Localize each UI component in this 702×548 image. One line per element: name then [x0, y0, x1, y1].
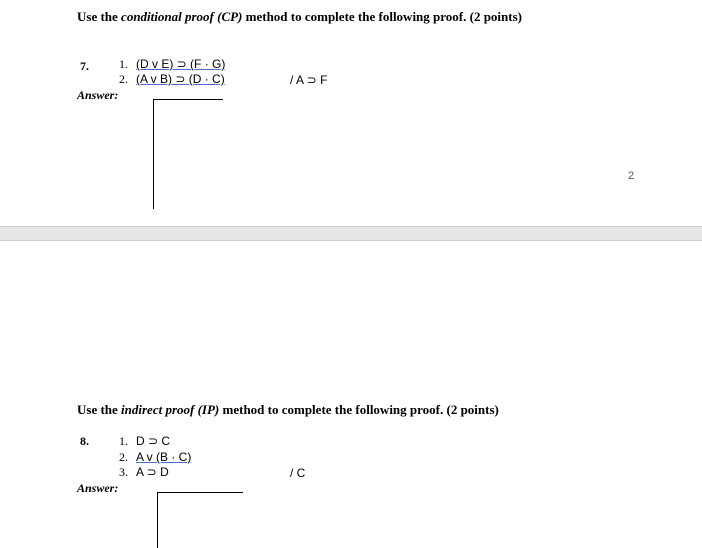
- q8-premise-1: 1. D ⊃ C: [119, 434, 171, 448]
- page-1: [0, 0, 702, 226]
- q8-number: 8.: [80, 434, 89, 448]
- q8-answer-top-line: [157, 492, 243, 493]
- q7-number: 7.: [80, 59, 89, 73]
- q7-answer-label: Answer:: [77, 88, 119, 102]
- q7-answer-top-line: [153, 99, 223, 100]
- q8-premise-2: 2. A v (B · C): [119, 450, 192, 464]
- page-break: [0, 226, 702, 241]
- q7-answer-left-line: [153, 99, 154, 209]
- q7-premise-1: 1. (D v E) ⊃ (F · G): [119, 57, 226, 71]
- q7-conclusion: / A ⊃ F: [290, 73, 328, 87]
- q7-premise-2: 2. (A v B) ⊃ (D · C): [119, 72, 225, 86]
- q8-answer-left-line: [157, 492, 158, 548]
- q8-instruction: Use the indirect proof (IP) method to complete the following proof. (2 points): [77, 402, 499, 417]
- q8-premise-3: 3. A ⊃ D: [119, 465, 169, 479]
- q8-answer-label: Answer:: [77, 481, 119, 495]
- q8-conclusion: / C: [290, 466, 306, 480]
- page-number: 2: [628, 170, 635, 182]
- page-2: [0, 241, 702, 548]
- q7-instruction: Use the conditional proof (CP) method to complete the following proof. (2 points): [77, 9, 522, 24]
